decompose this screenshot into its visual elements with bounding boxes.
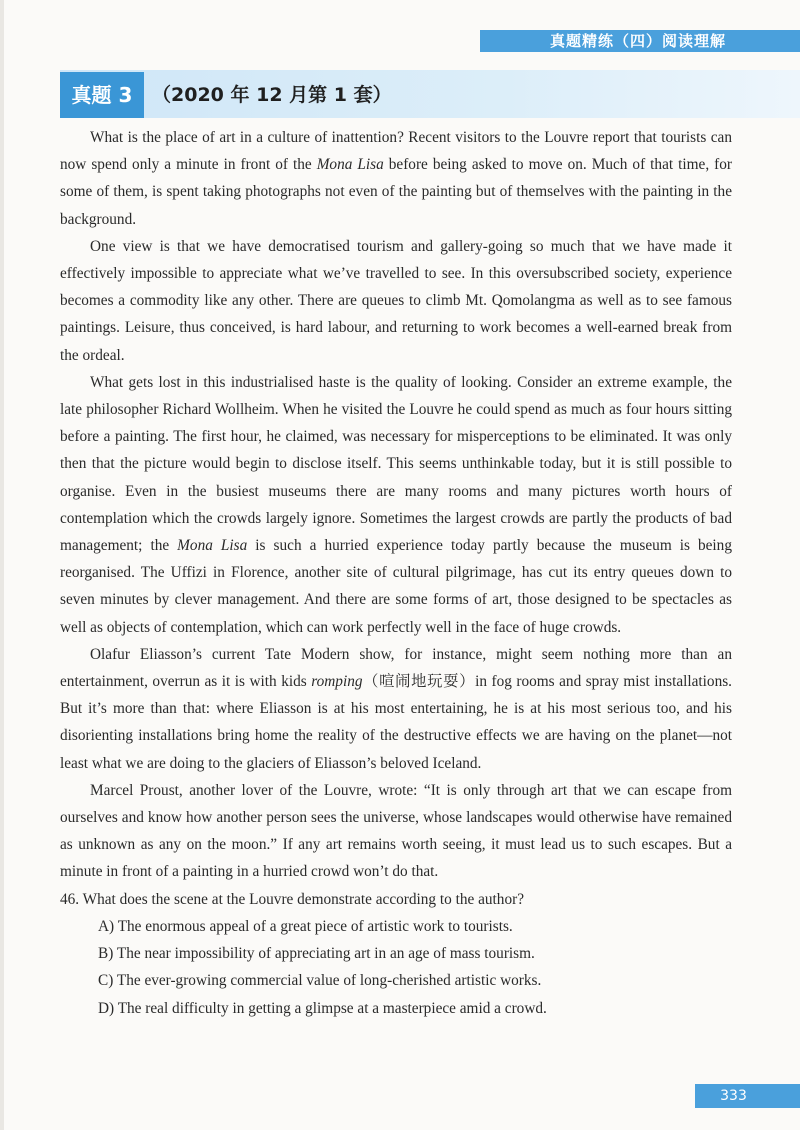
page-margin-rule	[0, 0, 4, 1130]
option-c: C) The ever-growing commercial value of long-cherished artistic works.	[98, 972, 542, 990]
passage-paragraph-1: What is the place of art in a culture of inattention? Recent visitors to the Louvre report that tourists can now spend only a minute in front of the Mona Lisa before being asked to move on. Much of that time, for some of them, is spent taking photographs not even of the painting but of themselves with the painting in the background.	[60, 129, 732, 228]
question-set-badge: 真题 3	[60, 72, 144, 118]
passage-paragraph-3: What gets lost in this industrialised haste is the quality of looking. Consider an extreme example, the late philosopher Richard Wollheim. When he visited the Louvre he could spend as much as four hours sitting before a painting. The first hour, he claimed, was necessary for misperceptions to be eliminated. It was only then that the picture would begin to disclose itself. This seems unthinkable today, but it is still possible to organise. Even in the busiest museums there are many rooms and many pictures worth hours of contemplation which the crowds largely ignore. Sometimes the largest crowds are partly the products of bad management; the Mona Lisa is such a hurried experience today partly because the museum is being reorganised. The Uffizi in Florence, another site of cultural pilgrimage, has cut its entry queues down to seven minutes by clever management. And there are some forms of art, those designed to be spectacles as well as objects of contemplation, which can work perfectly well in the face of huge crowds.	[60, 373, 732, 636]
question-stem: 46. What does the scene at the Louvre demonstrate according to the author?	[60, 890, 524, 908]
page-number: 333	[695, 1084, 772, 1108]
option-a: A) The enormous appeal of a great piece of artistic work to tourists.	[98, 917, 513, 935]
answer-options	[60, 913, 732, 1022]
passage-paragraph-2: One view is that we have democratised tourism and gallery-going so much that we have made it effectively impossible to appreciate what we’ve travelled to see. In this oversubscribed society, experience becomes a commodity like any other. There are queues to climb Mt. Qomolangma as well as to see famous paintings. Leisure, thus conceived, is hard labour, and returning to work becomes a well-earned break from the ordeal.	[60, 237, 732, 364]
option-b: B) The near impossibility of appreciating art in an age of mass tourism.	[98, 945, 535, 963]
exam-date-subtitle: （2020 年 12 月第 1 套）	[152, 84, 392, 106]
passage-paragraph-5: Marcel Proust, another lover of the Louvre, wrote: “It is only through art that we can escape from ourselves and know how another person sees the universe, whose landscapes would otherwise have remained as unknown as any on the moon.” If any art remains worth seeing, it must lead us to such escapes. But a minute in front of a painting in a hurried crowd won’t do that.	[60, 781, 732, 881]
option-d: D) The real difficulty in getting a glimpse at a masterpiece amid a crowd.	[98, 999, 547, 1017]
reading-content	[60, 124, 732, 1022]
passage-paragraph-4: Olafur Eliasson’s current Tate Modern show, for instance, might seem nothing more than an entertainment, overrun as it is with kids romping（喧闹地玩耍）in fog rooms and spray mist installations. But it’s more than that: where Eliasson is at his most entertaining, he is at his most serious too, and his disorienting installations bring home the reality of the destructive effects we are having on the planet—not least what we are doing to the glaciers of Eliasson’s beloved Iceland.	[60, 645, 732, 772]
section-header: 真题精练（四）阅读理解	[480, 30, 800, 52]
